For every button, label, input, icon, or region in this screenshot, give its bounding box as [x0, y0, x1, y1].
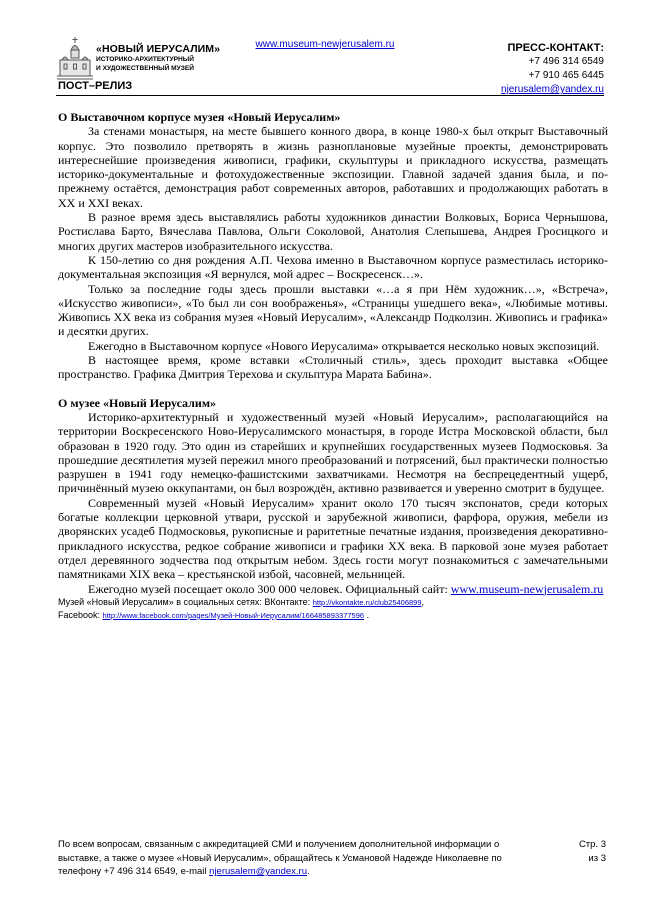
header-divider	[56, 95, 604, 96]
document-type: ПОСТ–РЕЛИЗ	[58, 80, 133, 92]
header-site-link[interactable]: www.museum-newjerusalem.ru	[255, 39, 395, 50]
footer-note	[58, 838, 538, 879]
section-heading: О Выставочном корпусе музея «Новый Иерусалим»	[58, 110, 341, 124]
paragraph: Историко-архитектурный и художественный музей «Новый Иерусалим», располагающийся на территории Воскресенского Ново-Иерусалимского монастыря, в городе Истра Московской области, был образован в 1920 году. Это один из старейших и крупнейших государственных музеев Подмосковья. За прошедшие десятилетия музей пережил много преобразований и потрясений, был практически полностью разрушен в 1941 году немецко-фашистскими захватчиками. Несмотря на беспрецедентный ущерб, причинённый музею оккупантами, он был возрождён, активно развивается и уверенно смотрит в будущее.	[58, 409, 608, 496]
page-number-total: из 3	[588, 852, 606, 864]
page-number-current: Стр. 3	[578, 839, 606, 850]
social-prefix: Музей «Новый Иерусалим» в социальных сетях: ВКонтакте:	[58, 596, 311, 607]
footer-end: .	[307, 866, 310, 877]
paragraph: В разное время здесь выставлялись работы художников династии Волковых, Бориса Чернышова, Ростислава Барто, Вячеслава Павлова, Ольги Соколовой, Анатолия Слепышева, Андрея Гросицкого и многих других мастеров изобразительного искусства.	[58, 210, 608, 253]
press-contact	[501, 41, 604, 97]
logo-title: «НОВЫЙ ИЕРУСАЛИМ»	[96, 43, 221, 55]
section-gap	[58, 382, 608, 396]
official-site-link[interactable]: www.museum-newjerusalem.ru	[450, 581, 604, 596]
page-number	[566, 838, 606, 865]
release-body	[58, 110, 608, 622]
paragraph: Ежегодно в Выставочном корпусе «Нового Иерусалима» открывается несколько новых экспозиций.	[88, 338, 600, 353]
social-fb-line	[58, 609, 608, 622]
press-email-link[interactable]: njerusalem@yandex.ru	[501, 84, 604, 95]
footer-email-link[interactable]: njerusalem@yandex.ru	[209, 866, 307, 877]
visits-text: Ежегодно музей посещает около 300 000 человек. Официальный сайт:	[88, 581, 448, 596]
press-phone: +7 910 465 6445	[528, 70, 604, 81]
vk-link[interactable]: http://vkontakte.ru/club25406899	[312, 597, 422, 607]
social-vk-line	[58, 596, 608, 609]
paragraph-visits	[58, 582, 608, 596]
logo-subtitle: ИСТОРИКО-АРХИТЕКТУРНЫЙ	[96, 56, 194, 63]
vk-suffix: ,	[421, 596, 425, 607]
facebook-label: Facebook:	[58, 609, 101, 620]
paragraph: Современный музей «Новый Иерусалим» хранит около 170 тысяч экспонатов, среди которых богатые коллекции церковной утвари, русской и зарубежной живописи, фарфора, оружия, мебели из дворянских усадеб Подмосковья, рукописные и раритетные печатные издания, произведения декоративно-прикладного искусства, редкое собрание живописи и графики XX века. В парковой зоне музея работает отдел деревянного зодчества под открытым небом. Здесь гости могут познакомиться с замечательными памятниками XIX века – крестьянской избой, часовней, мельницей.	[58, 495, 608, 582]
facebook-link[interactable]: http://www.facebook.com/pages/Музей-Новый-Иерусалим/166485893377596	[102, 610, 365, 620]
section-heading: О музее «Новый Иерусалим»	[58, 395, 216, 410]
footer-text: По всем вопросам, связанным с аккредитацией СМИ и получением дополнительной информации о выставке, а также о музее «Новый Иерусалим», обращайтесь к Усмановой Надежде Николаевне по телефону +7 496 314 6549, e-mail	[58, 839, 502, 877]
press-phone: +7 496 314 6549	[528, 56, 604, 67]
paragraph: Только за последние годы здесь прошли выставки «…а я при Нём художник…», «Встреча», «Искусство живописи», «То был ли сон воображенья», «Страницы ушедшего века», «Любимые мотивы. Живопись XX века из собрания музея «Новый Иерусалим», «Александр Подколзин. Живопись и графика» и десятки других.	[58, 281, 608, 339]
paragraph: В настоящее время, кроме вставки «Столичный стиль», здесь проходит выставка «Общее пространство. Графика Дмитрия Терехова и скульптура Марата Бабина».	[58, 353, 608, 382]
paragraph: За стенами монастыря, на месте бывшего конного двора, в конце 1980-х был открыт Выставочный корпус. Это позволило претворять в жизнь разноплановые музейные проекты, демонстрировать интереснейшие произведения живописи, графики, скульптуры и прикладного искусства, размещать историко-документальные и фотохудожественные экспозиции. Главной задачей здания была, и по-прежнему остаётся, демонстрация работ современных авторов, работавших и продолжающих работать в XX и XXI веках.	[58, 124, 608, 210]
press-contact-title: ПРЕСС-КОНТАКТ:	[507, 42, 604, 54]
logo-subtitle: И ХУДОЖЕСТВЕННЫЙ МУЗЕЙ	[96, 65, 195, 72]
paragraph: К 150-летию со дня рождения А.П. Чехова именно в Выставочном корпусе разместилась историко-документальная экспозиция «Я вернулся, мой адрес – Воскресенск…».	[58, 252, 608, 282]
fb-suffix: .	[366, 609, 370, 620]
